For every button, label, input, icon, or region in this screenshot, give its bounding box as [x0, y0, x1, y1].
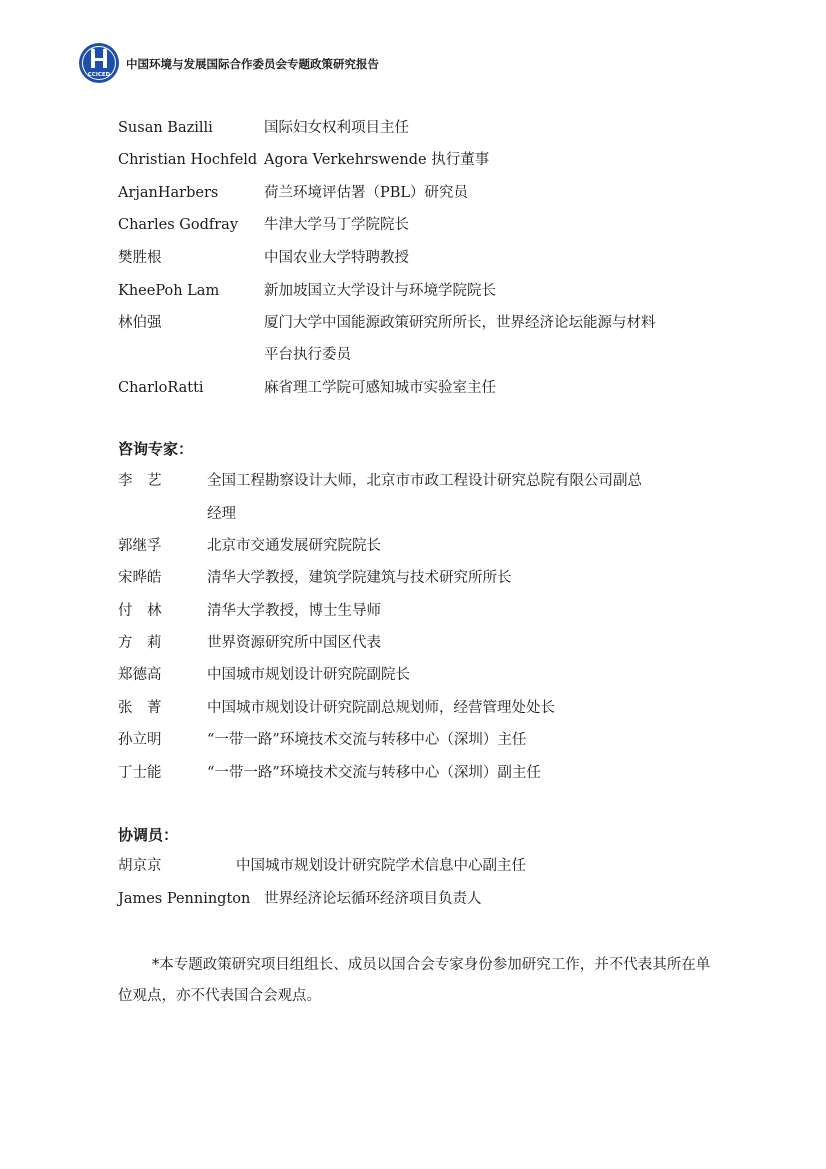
member-name: ArjanHarbers	[118, 185, 219, 201]
advisor-name: 郭继孚	[118, 538, 162, 554]
advisor-role: 清华大学教授，博士生导师	[207, 603, 381, 619]
disclaimer-text: *本专题政策研究项目组组长、成员以国合会专家身份参加研究工作，并不代表其所在单位观点，亦不代表国合会观点。	[118, 957, 711, 1004]
member-role: 麻省理工学院可感知城市实验室主任	[264, 380, 496, 396]
member-name: 林伯强	[118, 315, 162, 331]
member-role: 国际妇女权利项目主任	[264, 120, 409, 136]
member-name: 樊胜根	[118, 250, 162, 266]
member-role-continued: 平台执行委员	[264, 347, 351, 363]
advisor-role: 北京市交通发展研究院院长	[207, 538, 381, 554]
svg-text:CCICED: CCICED	[87, 72, 111, 78]
coordinator-role: 世界经济论坛循环经济项目负责人	[264, 891, 482, 907]
advisor-name: 郑德高	[118, 667, 162, 683]
advisor-name: 宋晔皓	[118, 570, 162, 586]
member-role: 中国农业大学特聘教授	[264, 250, 409, 266]
header-title: 中国环境与发展国际合作委员会专题政策研究报告	[126, 57, 379, 71]
advisor-role: 中国城市规划设计研究院副总规划师，经营管理处处长	[207, 700, 555, 716]
advisor-name: 李 艺	[118, 473, 162, 489]
member-name: Charles Godfray	[118, 217, 239, 233]
member-name: Christian Hochfeld	[118, 152, 258, 168]
advisor-role: 世界资源研究所中国区代表	[207, 635, 381, 651]
advisor-role: 全国工程勘察设计大师，北京市市政工程设计研究总院有限公司副总	[207, 473, 642, 489]
coordinators-title: 协调员：	[118, 826, 179, 844]
advisor-name: 付 林	[118, 603, 162, 619]
disclaimer-note	[118, 950, 714, 1012]
advisor-role: “一带一路”环境技术交流与转移中心（深圳）主任	[207, 732, 527, 748]
member-role: Agora Verkehrswende 执行董事	[264, 152, 490, 168]
member-name: KheePoh Lam	[118, 283, 220, 299]
advisor-role: 清华大学教授，建筑学院建筑与技术研究所所长	[207, 570, 512, 586]
advisor-role: 中国城市规划设计研究院副院长	[207, 667, 410, 683]
coordinator-name: 胡京京	[118, 858, 162, 874]
coordinator-role: 中国城市规划设计研究院学术信息中心副主任	[236, 858, 526, 874]
member-role: 厦门大学中国能源政策研究所所长，世界经济论坛能源与材料	[264, 315, 656, 331]
coordinator-name: James Pennington	[118, 891, 251, 907]
advisor-name: 丁士能	[118, 765, 162, 781]
cciced-logo	[78, 42, 120, 84]
page-header	[78, 42, 758, 84]
member-name: CharloRatti	[118, 380, 204, 396]
advisor-role: “一带一路”环境技术交流与转移中心（深圳）副主任	[207, 765, 541, 781]
member-name: Susan Bazilli	[118, 120, 213, 136]
member-role: 荷兰环境评估署（PBL）研究员	[264, 185, 469, 201]
member-role: 牛津大学马丁学院院长	[264, 217, 409, 233]
advisor-name: 张 菁	[118, 700, 162, 716]
advisors-title: 咨询专家：	[118, 440, 194, 458]
member-role: 新加坡国立大学设计与环境学院院长	[264, 283, 496, 299]
advisor-name: 孙立明	[118, 732, 162, 748]
advisor-role-continued: 经理	[207, 506, 236, 522]
advisor-name: 方 莉	[118, 635, 162, 651]
